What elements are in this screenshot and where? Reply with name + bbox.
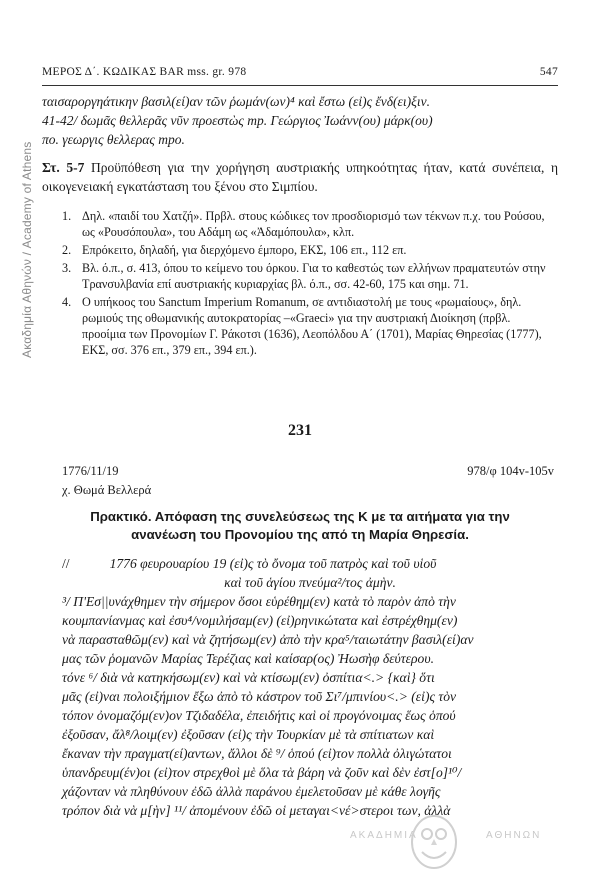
body-line: μας τῶν ῥομανῶν Μαρίας Τερέζιας καὶ καίσαρ(ος) Ἠωσὴφ δεύτερου. — [62, 651, 434, 666]
commentary-text: Προϋπόθεση για την χορήγηση αυστριακής υπηκοότητας ήταν, κατά συνέπεια, η οικογενειακή εγκατάσταση του ξένου στο Σιμπίου. — [42, 160, 559, 194]
document-body — [62, 554, 558, 820]
document-scribe: χ. Θωμά Βελλερά — [62, 483, 152, 497]
document-reference: 978/φ 104v-105v — [467, 464, 554, 478]
body-line: μᾶς (εἰ)ναι πολοιξήμιον ἔξω ἀπὸ τὸ κάστρον τοῦ Σι⁷/μπινίου<.> (εἰ)ς τὸν — [62, 689, 457, 704]
header-rule — [42, 85, 558, 86]
lead-line: ταισαροργηάτικην βασιλ(εί)αν τῶν ῥωμάν(ων)⁴ καὶ ἔστω (εἰ)ς ἔνδ(ει)ξιν. — [42, 94, 430, 109]
body-line: τόνε ⁶/ διὰ νὰ κατηκήσωμ(εν) καὶ νὰ κτίσωμ(εν) ὀσπίτια<.> {καὶ} ὅτι — [62, 670, 435, 685]
footnote — [62, 242, 554, 258]
footnote — [62, 208, 554, 240]
page-number: 547 — [539, 66, 558, 78]
line-marker: // — [62, 556, 70, 571]
footnote — [62, 294, 554, 358]
body-line: τρόπον διὰ νὰ μ[ὴν] ¹¹/ ἀπομένουν ἐδῶ οἱ μεταγαι<νέ>στεροι των, ἀλλὰ — [62, 803, 451, 818]
footnote-number: 3. — [62, 261, 72, 275]
footnote-text: Ο υπήκοος του Sanctum Imperium Romanum, σε αντιδιαστολή με τους «ρωμαίους», δηλ. ρωμιούς της οθωμανικής αυτοκρατορίας –«Graeci» για την αυστριακή Διοίκηση (πρβλ. προοίμια των Προνομίων Γ. Ράκοτσι (1636), Λεοπόλδου Α΄ (1701), Μαρίας Θηρεσίας (1777), ΕΚΣ, σσ. 376 επ., 379 επ., 394 επ.). — [82, 295, 542, 357]
running-head-title: ΜΕΡΟΣ Δ΄. ΚΩΔΙΚΑΣ BAR mss. gr. 978 — [42, 66, 247, 78]
previous-document-tail — [42, 92, 558, 149]
body-line: κουμπανίανμας καὶ ἐσυ⁴/νομιλήσαμ(εν) (εἰ)ρηνικώτατα καὶ ἐστρέχθημ(εν) — [62, 613, 458, 628]
document-date: 1776/11/19 — [62, 464, 119, 478]
footnote-text: Δηλ. «παιδί του Χατζή». Πρβλ. στους κώδικες τον προσδιορισμό των τέκνων π.χ. του Ρούσου, ως «Ρουσόπουλα», του Αδάμη ως «Ἀδαμόπουλα», κλπ. — [82, 209, 545, 239]
body-line: 1776 φευρουαρίου 19 (εἰ)ς τὸ ὄνομα τοῦ πατρὸς καὶ τοῦ υἱοῦ — [109, 556, 437, 571]
owl-seal-icon — [402, 812, 466, 872]
body-line: τόπον ὀνομαζόμ(εν)ον Τζιδαδέλα, ἐπειδήτις καὶ οἱ προγόνοιμας ἕως ὁπού — [62, 708, 456, 723]
commentary-label: Στ. 5-7 — [42, 160, 85, 175]
watermark-text: Ακαδημία Αθηνών / Academy of Athens — [20, 141, 34, 358]
watermark — [4, 40, 34, 360]
document-title: Πρακτικό. Απόφαση της συνελεύσεως της Κ με τα αιτήματα για την ανανέωση του Προνομίου της από τη Μαρία Θηρεσία. — [90, 509, 510, 542]
body-line: χάζονταν νὰ πληθύνουν ἐδῶ ἀλλὰ παράνου ἐμελετοῦσαν μὲ κάθε λογῆς — [62, 784, 441, 799]
body-line: νὰ παρασταθῶμ(εν) καὶ νὰ ζητήσωμ(εν) ἀπὸ τὴν κρα⁵/ταιωτάτην βασιλ(εί)αν — [62, 632, 474, 647]
academy-stamp — [316, 812, 576, 872]
stamp-word-left: ΑΚΑΔΗΜΙΑ — [350, 830, 418, 841]
commentary — [42, 158, 558, 196]
body-line-opening — [62, 554, 558, 573]
footnotes — [62, 208, 554, 360]
stamp-word-right: ΑΘΗΝΩΝ — [486, 830, 542, 841]
footnote-text: Επρόκειτο, δηλαδή, για διερχόμενο έμπορο, ΕΚΣ, 106 επ., 112 επ. — [82, 243, 407, 257]
lead-line: 41-42/ δωμᾶς θελλερᾶς νῦν προεστὼς mp. Γεώργιος Ἰωάνν(ου) μάρκ(ου) — [42, 113, 433, 128]
footnote-number: 1. — [62, 209, 72, 223]
body-line: ³/ Π'Εσ||υνάχθημεν τὴν σήμερον ὅσοι εὑρέθημ(εν) κατὰ τὸ παρὸν ἀπὸ τὴν — [62, 594, 456, 609]
footnote-number: 4. — [62, 295, 72, 309]
body-line: καὶ τοῦ ἁγίου πνεύμα²/τος ἀμὴν. — [224, 575, 396, 590]
footnote-text: Βλ. ό.π., σ. 413, όπου το κείμενο του όρκου. Για το καθεστώς των ελλήνων πραματευτών στην Τρανσυλβανία επί αυστριακής κυριαρχίας βλ. ό.π., σσ. 42-60, 175 και σημ. 71. — [82, 261, 546, 291]
running-head — [42, 66, 558, 82]
lead-line: πο. γεωργις θελλερας mpo. — [42, 132, 185, 147]
body-line: ἐξοῦσαν, ἄλ⁸/λοιμ(εν) ἐξοῦσαν (εἰ)ς τὴν Τουρκίαν μὲ τὰ σπίτιατων καὶ — [62, 727, 435, 742]
footnote — [62, 260, 554, 292]
document-number: 231 — [288, 422, 312, 439]
body-line: ὑπανδρευμ(έν)οι (εἰ)τον στρεχθοὶ μὲ ὅλα τὰ βάρη νὰ ζοῦν καὶ δὲν ἐστ[ο]¹⁰/ — [62, 765, 462, 780]
footnote-number: 2. — [62, 243, 72, 257]
body-line: ἔκαναν τὴν πραγματ(εί)αντων, ἄλλοι δὲ ⁹/ ὁπού (εἰ)τον πολλὰ ὀλιγώτατοι — [62, 746, 452, 761]
